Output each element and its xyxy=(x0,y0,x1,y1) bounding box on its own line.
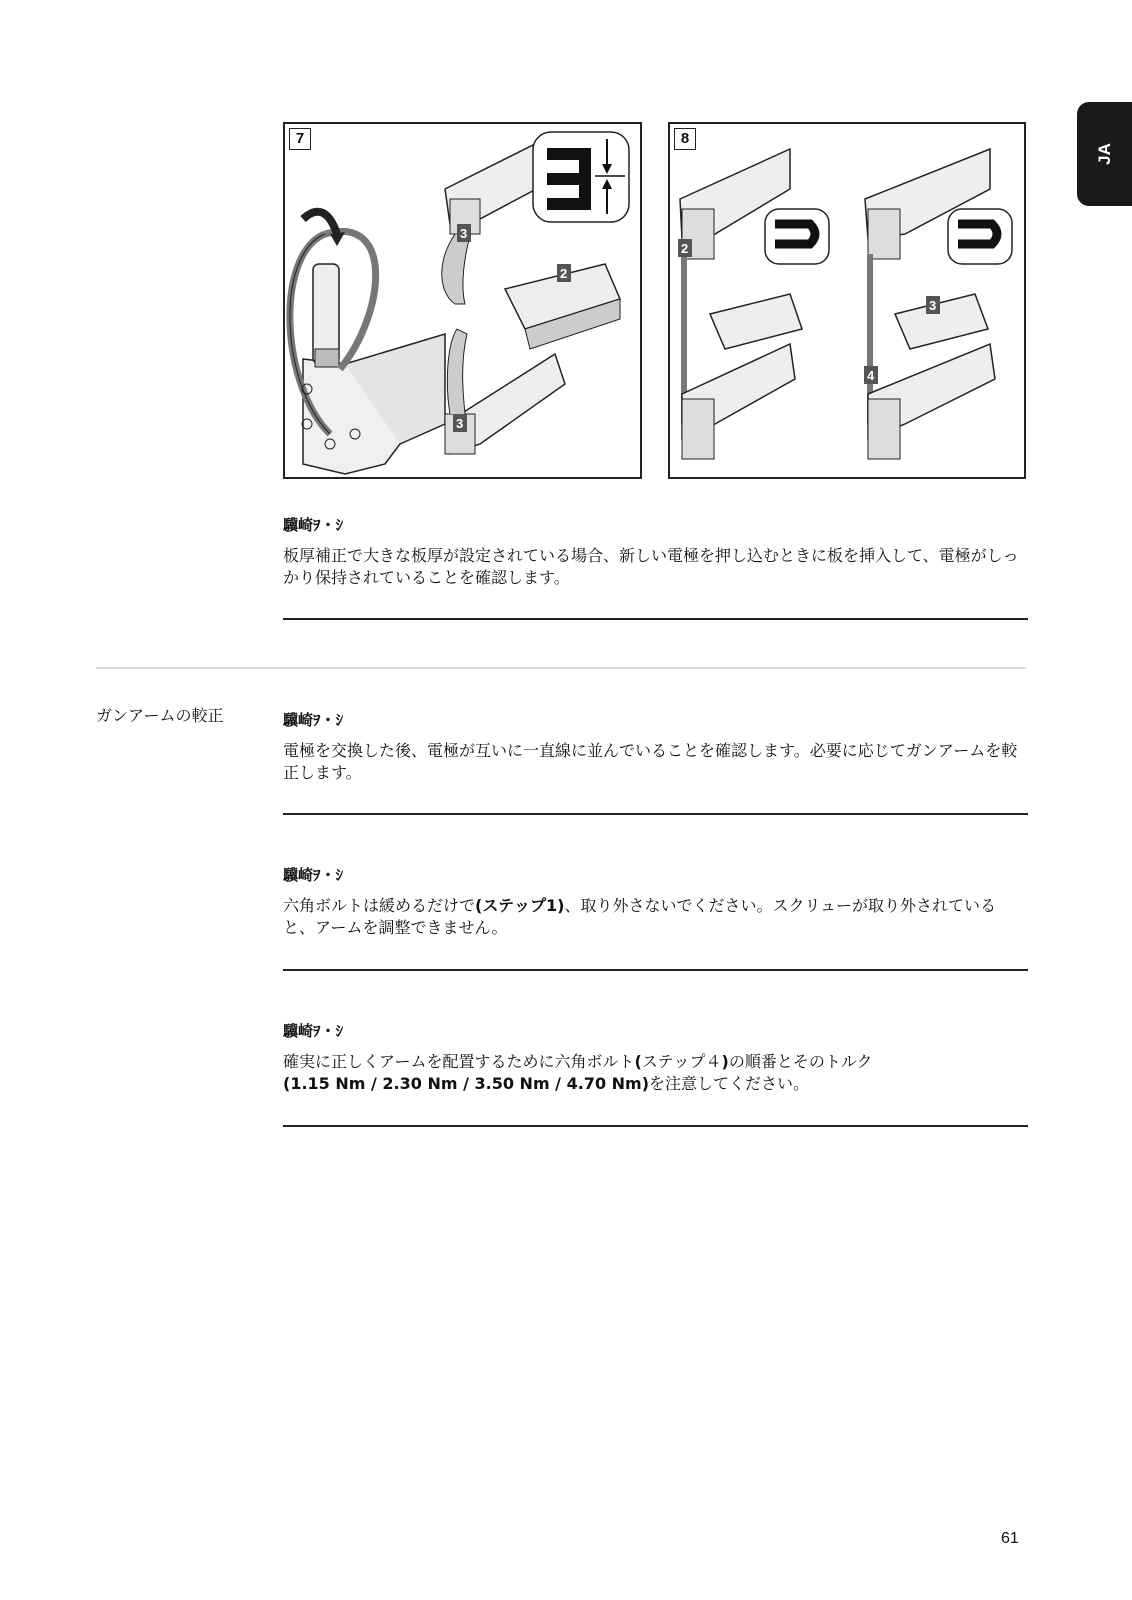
figure-8-illustration xyxy=(670,124,1024,477)
figure-8 xyxy=(668,122,1026,479)
language-tab-label: JA xyxy=(1094,143,1114,165)
figure-number: 7 xyxy=(289,128,311,150)
note-text-part: 、取り外さないでください。スクリューが取り外されていると、アームを調整できません。 xyxy=(283,896,996,937)
page-number: 61 xyxy=(1001,1530,1019,1547)
note-label: 驥崎ｦ・ｼ xyxy=(283,866,344,884)
figure-number: 8 xyxy=(674,128,696,150)
figure-7 xyxy=(283,122,642,479)
step-badge: 3 xyxy=(456,416,464,431)
note-text-part: ステップ４ xyxy=(641,1052,722,1071)
note-text: 電極を交換した後、電極が互いに一直線に並んでいることを確認します。必要に応じてガンアームを較正します。 xyxy=(283,741,1018,782)
note-text-part: 確実に正しくアームを配置するために六角ボルト xyxy=(283,1052,635,1071)
note-divider xyxy=(283,618,1028,620)
note-text xyxy=(283,895,1023,939)
note-divider xyxy=(283,1125,1028,1127)
step-badge: 3 xyxy=(929,298,937,313)
step-reference: (ステップ1) xyxy=(475,896,565,915)
step-badge: 1 xyxy=(319,241,326,255)
torque-values: (1.15 Nm / 2.30 Nm / 3.50 Nm / 4.70 Nm) xyxy=(283,1074,650,1093)
section-title: ガンアームの較正 xyxy=(96,706,224,725)
note-text-part: を注意してください。 xyxy=(649,1074,810,1093)
language-tab xyxy=(1077,102,1132,206)
section-divider xyxy=(96,667,1026,669)
note-divider xyxy=(283,813,1028,815)
step-badge: 2 xyxy=(560,266,568,281)
note-text-part: ) xyxy=(721,1052,729,1071)
step-badge: 4 xyxy=(867,368,875,383)
note-text xyxy=(283,1051,1023,1095)
note-label: 驥崎ｦ・ｼ xyxy=(283,516,344,534)
note-text: 板厚補正で大きな板厚が設定されている場合、新しい電極を押し込むときに板を挿入して、電極がしっかり保持されていることを確認します。 xyxy=(283,546,1019,587)
note-label: 驥崎ｦ・ｼ xyxy=(283,711,344,729)
step-badge: 2 xyxy=(681,241,689,256)
note-text-part: の順番とそのトルク xyxy=(728,1052,873,1071)
note-text-part: 六角ボルトは緩めるだけで xyxy=(283,896,476,915)
note-text-part: ( xyxy=(634,1052,642,1071)
note-divider xyxy=(283,969,1028,971)
figure-7-illustration xyxy=(285,124,640,477)
step-badge: 3 xyxy=(460,226,468,241)
note-label: 驥崎ｦ・ｼ xyxy=(283,1022,344,1040)
